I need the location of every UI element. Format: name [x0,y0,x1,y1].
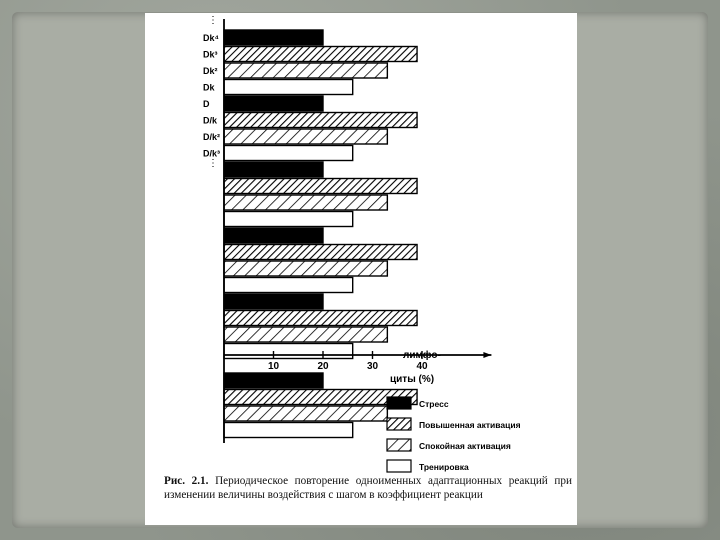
bar-group5-solid [224,294,323,309]
bar-group3-dense-hatch [224,179,417,194]
legend-swatch [387,439,411,451]
bar-group4-dense-hatch [224,245,417,260]
bar-group2-solid [224,96,323,111]
row-label: Dk⁴ [203,33,219,43]
legend-label: Тренировка [419,462,469,472]
figure-page [145,13,577,525]
row-label: Dk³ [203,49,218,60]
bar-group2-empty [224,146,353,161]
bar-group5-empty [224,344,353,359]
bar-below-axis-solid [224,373,323,388]
bar-group4-sparse-hatch [224,261,387,276]
row-label: D/k [203,115,218,126]
bar-group2-dense-hatch [224,113,417,128]
bar-group4-empty [224,278,353,293]
x-axis-arrow [483,352,491,358]
x-tick-label: 10 [267,361,280,372]
row-label: Dk [203,82,215,93]
ellipsis-bottom: ⋮ [208,158,218,169]
legend-swatch [387,418,411,430]
row-label: Dk² [203,66,218,76]
x-tick-label: 20 [317,361,329,372]
bar-group3-sparse-hatch [224,195,387,210]
bar-below-axis-empty [224,423,353,438]
bar-below-axis-sparse-hatch [224,406,387,421]
legend-label: Стресс [419,399,449,409]
bar-group4-solid [224,228,323,243]
x-tick-label: 30 [366,361,379,372]
bar-group5-sparse-hatch [224,327,387,342]
x-axis-label-line1: лимфо- [403,350,441,361]
legend-label: Повышенная активация [419,420,521,430]
x-axis-label-line2: циты (%) [390,374,435,385]
caption-label: Рис. 2.1. [164,475,209,487]
bar-group1-solid [224,30,323,45]
bar-group1-empty [224,80,353,95]
bar-group1-dense-hatch [224,47,417,62]
figure-caption [164,474,572,502]
row-label: D [203,99,210,109]
row-label: D/k² [203,132,221,142]
x-tick-label: 40 [416,361,428,372]
bar-group5-dense-hatch [224,311,417,326]
caption-text: Периодическое повторение одноименных адаптационных реакций при изменении величины воздействия с шагом в коэффициент реакции [164,475,572,501]
legend-swatch [387,460,411,472]
bar-group3-solid [224,162,323,177]
bar-group2-sparse-hatch [224,129,387,144]
legend-swatch [387,397,411,409]
ellipsis-top: ⋮ [208,15,218,26]
row-label: D/k³ [203,148,221,159]
bar-chart [145,13,577,473]
legend-label: Спокойная активация [419,441,511,451]
bar-group1-sparse-hatch [224,63,387,78]
bar-group3-empty [224,212,353,227]
